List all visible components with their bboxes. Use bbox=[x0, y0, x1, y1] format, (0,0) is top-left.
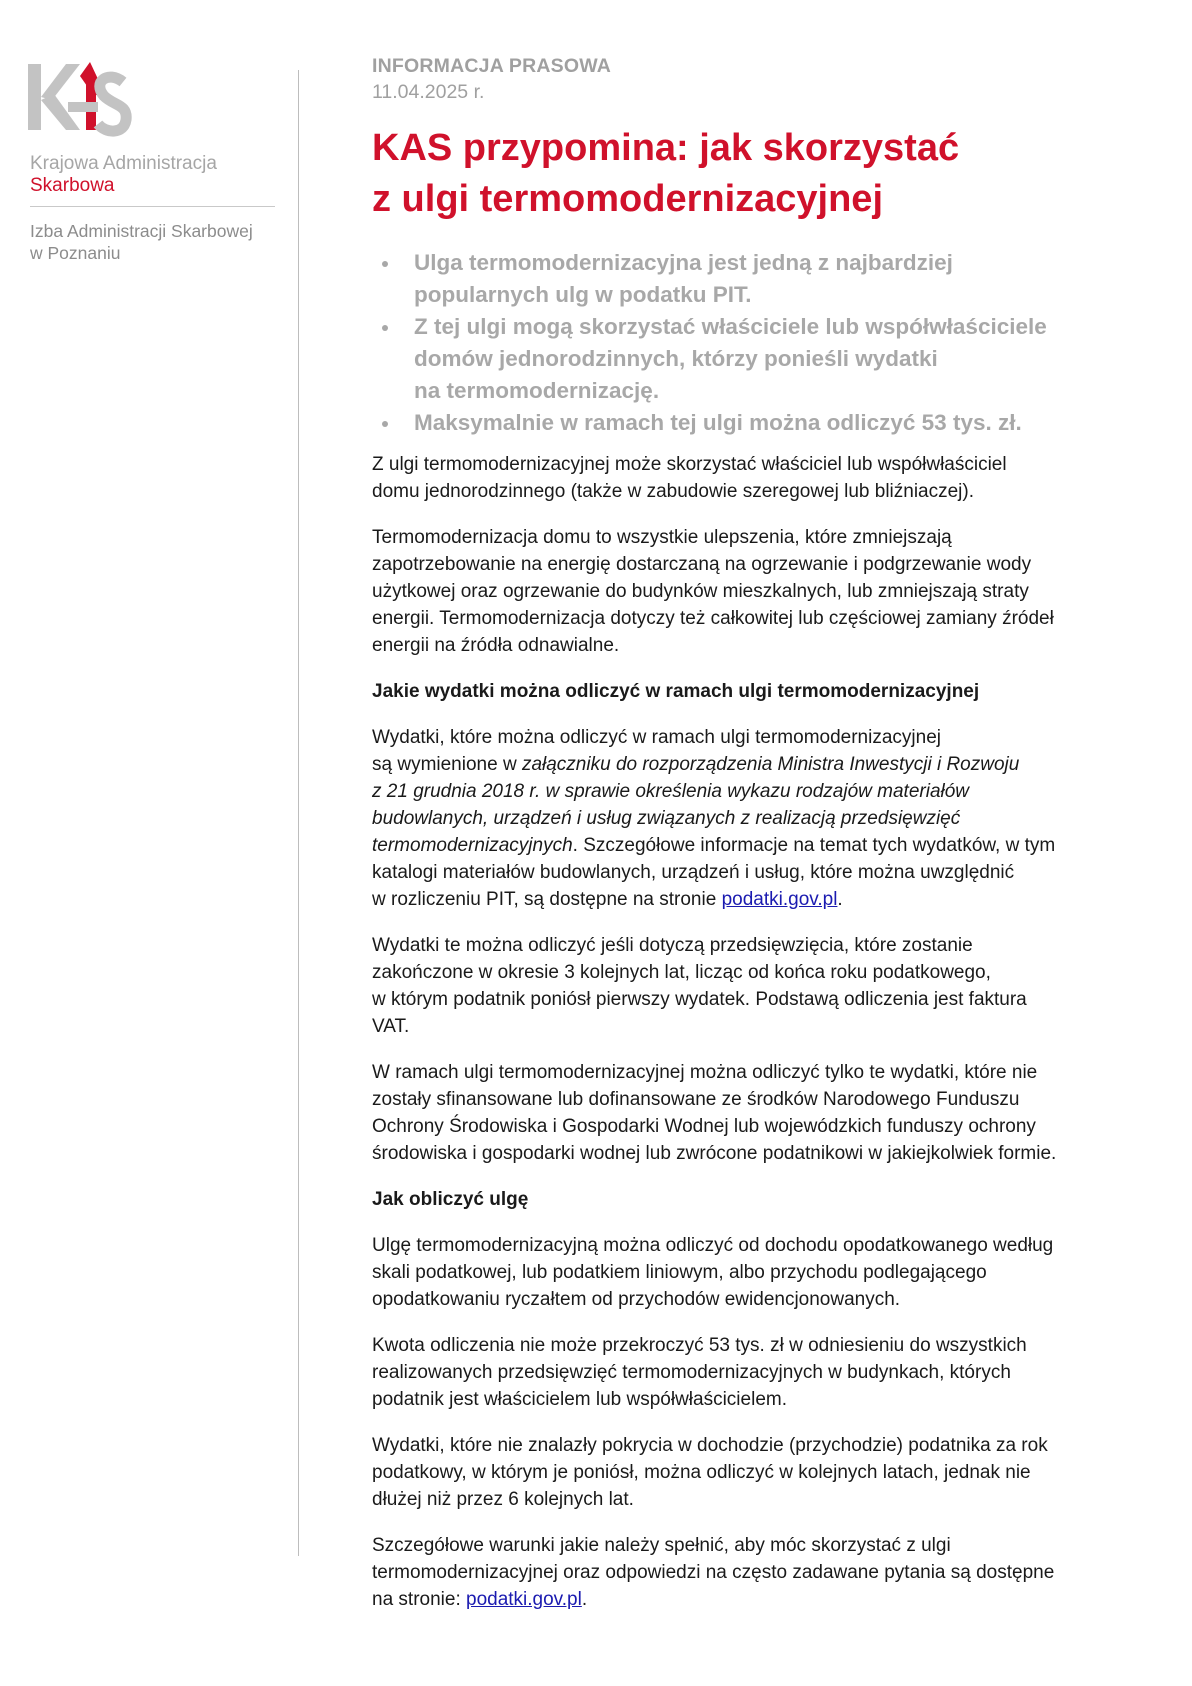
office-line1: Izba Administracji Skarbowej bbox=[30, 221, 253, 241]
bullet-item: Z tej ulgi mogą skorzystać właściciele lub współwłaściciele domów jednorodzinnych, którzy ponieśli wydatki na termomodernizację. bbox=[372, 311, 1107, 407]
bullet-item: Ulga termomodernizacyjna jest jedną z najbardziej popularnych ulg w podatku PIT. bbox=[372, 247, 1107, 311]
org-name bbox=[30, 153, 217, 197]
bullet-item: Maksymalnie w ramach tej ulgi można odliczyć 53 tys. zł. bbox=[372, 407, 1107, 439]
podatki-link[interactable]: podatki.gov.pl bbox=[721, 889, 838, 910]
paragraph: Ulgę termomodernizacyjną można odliczyć od dochodu opodatkowanego według skali podatkowej, lub podatkiem liniowym, albo przychodu podlegającego opodatkowaniu ryczałtem od przychodów ewidencjonowanych. bbox=[372, 1235, 1054, 1310]
paragraph: Kwota odliczenia nie może przekroczyć 53 tys. zł w odniesieniu do wszystkich realizowanych przedsięwzięć termomodernizacyjnych w budynkach, których podatnik jest właścicielem lub współwłaścicielem. bbox=[372, 1335, 1027, 1410]
paragraph: Wydatki, które nie znalazły pokrycia w dochodzie (przychodzie) podatnika za rok podatkowy, w którym je poniósł, można odliczyć w kolejnych latach, jednak nie dłużej niż przez 6 kolejnych lat. bbox=[372, 1435, 1048, 1510]
bullet-dot-icon bbox=[382, 421, 388, 427]
vertical-divider bbox=[298, 70, 299, 1556]
bullet-dot-icon bbox=[382, 261, 388, 267]
press-release bbox=[372, 53, 1107, 1613]
paragraph: Wydatki, które można odliczyć w ramach ulgi termomodernizacyjnej są wymienione w załączniku do rozporządzenia Ministra Inwestycji i Rozwoju z 21 grudnia 2018 r. w sprawie określenia wykazu rodzajów materiałów budowlanych, urządzeń i usług związanych z realizacją przedsięwzięć termomodernizacyjnych. Szczegółowe informacje na temat tych wydatków, w tym katalogi materiałów budowlanych, urządzeń i usług, które można uwzględnić w rozliczeniu PIT, są dostępne na stronie podatki.gov.pl. bbox=[372, 727, 1056, 910]
section-heading: Jak obliczyć ulgę bbox=[372, 1189, 529, 1210]
paragraph: Termomodernizacja domu to wszystkie ulepszenia, które zmniejszają zapotrzebowanie na energię dostarczaną na ogrzewanie i podgrzewanie wody użytkowej oraz ogrzewanie do budynków mieszkalnych, lub zmniejszają straty energii. Termomodernizacja dotyczy też całkowitej lub częściowej zamiany źródeł energii na źródła odnawialne. bbox=[372, 527, 1054, 656]
title-line2: z ulgi termomodernizacyjnej bbox=[372, 178, 883, 220]
doc-type: INFORMACJA PRASOWA bbox=[372, 55, 612, 77]
title-line1: KAS przypomina: jak skorzystać bbox=[372, 127, 960, 169]
kas-logo-icon bbox=[28, 62, 138, 142]
office-name bbox=[30, 220, 253, 264]
sidebar-divider bbox=[30, 206, 275, 207]
section-heading: Jakie wydatki można odliczyć w ramach ulgi termomodernizacyjnej bbox=[372, 681, 980, 702]
summary-bullets bbox=[372, 247, 1107, 439]
bullet-dot-icon bbox=[382, 325, 388, 331]
paragraph: Wydatki te można odliczyć jeśli dotyczą przedsięwzięcia, które zostanie zakończone w okresie 3 kolejnych lat, licząc od końca roku podatkowego, w którym podatnik poniósł pierwszy wydatek. Podstawą odliczenia jest faktura VAT. bbox=[372, 935, 1027, 1037]
podatki-link[interactable]: podatki.gov.pl bbox=[466, 1589, 582, 1610]
article-body bbox=[372, 451, 1107, 1613]
office-line2: w Poznaniu bbox=[30, 243, 121, 263]
page-title bbox=[372, 123, 1107, 225]
sidebar bbox=[0, 0, 300, 1686]
paragraph: Z ulgi termomodernizacyjnej może skorzystać właściciel lub współwłaściciel domu jednorodzinnego (także w zabudowie szeregowej lub bliźniaczej). bbox=[372, 454, 1007, 502]
org-name-line2: Skarbowa bbox=[30, 175, 115, 196]
paragraph: W ramach ulgi termomodernizacyjnej można odliczyć tylko te wydatki, które nie zostały sfinansowane lub dofinansowane ze środków Narodowego Funduszu Ochrony Środowiska i Gospodarki Wodnej lub wojewódzkich funduszy ochrony środowiska i gospodarki wodnej lub zwrócone podatnikowi w jakiejkolwiek formie. bbox=[372, 1062, 1057, 1164]
org-name-line1: Krajowa Administracja bbox=[30, 153, 217, 174]
doc-date: 11.04.2025 r. bbox=[372, 81, 485, 103]
paragraph: Szczegółowe warunki jakie należy spełnić, aby móc skorzystać z ulgi termomodernizacyjnej oraz odpowiedzi na często zadawane pytania są dostępne na stronie: podatki.gov.pl. bbox=[372, 1535, 1055, 1610]
